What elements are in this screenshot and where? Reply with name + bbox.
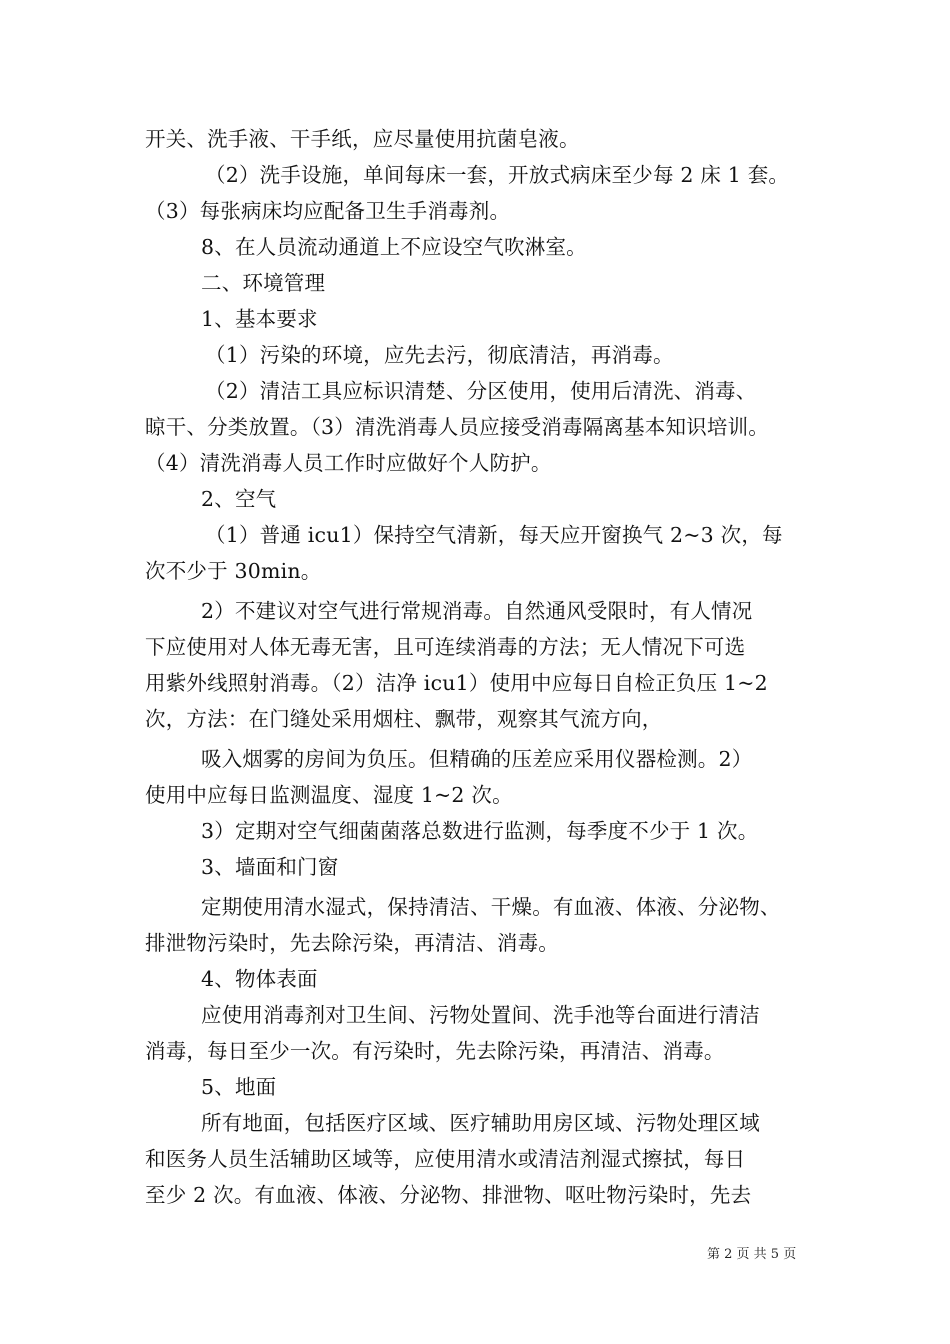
text-line: （2）清洁工具应标识清楚、分区使用，使用后清洗、消毒、 bbox=[205, 379, 757, 403]
text-line: 开关、洗手液、干手纸，应尽量使用抗菌皂液。 bbox=[145, 127, 580, 151]
subsection-heading: 2、空气 bbox=[201, 487, 277, 511]
page-number: 第 2 页 共 5 页 bbox=[707, 1247, 797, 1262]
text-line: 吸入烟雾的房间为负压。但精确的压差应采用仪器检测。2） bbox=[201, 747, 753, 771]
subsection-heading: 1、基本要求 bbox=[201, 307, 318, 331]
text-line: 2）不建议对空气进行常规消毒。自然通风受限时，有人情况 bbox=[201, 599, 753, 623]
text-line: 应使用消毒剂对卫生间、污物处置间、洗手池等台面进行清洁 bbox=[201, 1003, 760, 1027]
text-line: （1）普通 icu1）保持空气清新，每天应开窗换气 2~3 次，每 bbox=[205, 523, 783, 547]
text-line: 使用中应每日监测温度、湿度 1~2 次。 bbox=[145, 783, 513, 807]
text-line: 次不少于 30min。 bbox=[145, 559, 322, 583]
text-line: 用紫外线照射消毒。（2）洁净 icu1）使用中应每日自检正负压 1~2 bbox=[145, 671, 768, 695]
text-line: 次，方法：在门缝处采用烟柱、飘带，观察其气流方向， bbox=[145, 707, 663, 731]
text-line: （2）洗手设施，单间每床一套，开放式病床至少每 2 床 1 套。 bbox=[205, 163, 790, 187]
subsection-heading: 5、地面 bbox=[201, 1075, 277, 1099]
text-line: （3）每张病床均应配备卫生手消毒剂。 bbox=[145, 199, 511, 223]
subsection-heading: 4、物体表面 bbox=[201, 967, 318, 991]
text-line: 定期使用清水湿式，保持清洁、干燥。有血液、体液、分泌物、 bbox=[201, 895, 781, 919]
text-line: （1）污染的环境，应先去污，彻底清洁，再消毒。 bbox=[205, 343, 674, 367]
section-heading: 二、环境管理 bbox=[201, 271, 326, 295]
text-line: 至少 2 次。有血液、体液、分泌物、排泄物、呕吐物污染时，先去 bbox=[145, 1183, 752, 1207]
text-line: 晾干、分类放置。（3）清洗消毒人员应接受消毒隔离基本知识培训。 bbox=[145, 415, 769, 439]
text-line: 排泄物污染时，先去除污染，再清洁、消毒。 bbox=[145, 931, 559, 955]
text-line: 所有地面，包括医疗区域、医疗辅助用房区域、污物处理区域 bbox=[201, 1111, 760, 1135]
subsection-heading: 3、墙面和门窗 bbox=[201, 855, 339, 879]
text-line: 8、在人员流动通道上不应设空气吹淋室。 bbox=[201, 235, 587, 259]
text-line: 消毒，每日至少一次。有污染时，先去除污染，再清洁、消毒。 bbox=[145, 1039, 725, 1063]
text-line: （4）清洗消毒人员工作时应做好个人防护。 bbox=[145, 451, 552, 475]
text-line: 3）定期对空气细菌菌落总数进行监测，每季度不少于 1 次。 bbox=[201, 819, 759, 843]
text-line: 下应使用对人体无毒无害，且可连续消毒的方法；无人情况下可选 bbox=[145, 635, 746, 659]
text-line: 和医务人员生活辅助区域等，应使用清水或清洁剂湿式擦拭，每日 bbox=[145, 1147, 746, 1171]
